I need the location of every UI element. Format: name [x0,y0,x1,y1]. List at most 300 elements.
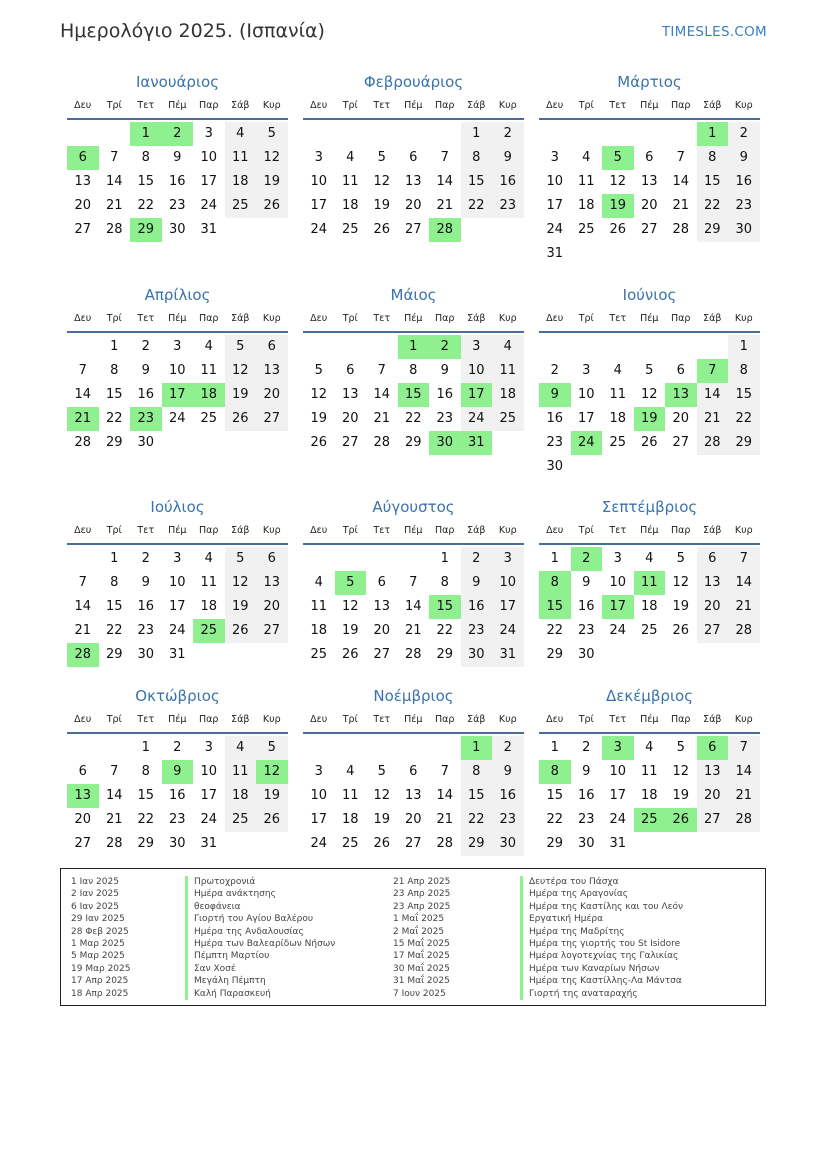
day-cell: 5 [645,363,654,378]
day-cell: 1 [728,335,760,359]
weekday-label: Πέμ [640,714,659,725]
day-cell: 2 [492,736,524,760]
weekday-label: Τρί [342,714,358,725]
day-cell: 23 [577,812,595,827]
day-cell: 21 [373,411,391,426]
empty-cell [366,335,398,359]
day-cell: 30 [137,647,155,662]
day-cell: 9 [492,760,524,784]
day-cell: 19 [672,788,690,803]
legend-holiday-name: Δευτέρα του Πάσχα [520,876,619,889]
day-cell: 1 [550,551,559,566]
header-divider [303,118,524,120]
month-block [303,686,524,856]
day-cell: 17 [310,812,328,827]
day-cell: 19 [225,383,257,407]
day-cell: 26 [225,407,257,431]
day-cell: 20 [373,623,391,638]
holiday-day-cell: 17 [461,383,493,407]
weekday-label: Σάβ [231,100,250,111]
month-name: Απρίλιος [144,286,211,304]
day-cell: 13 [341,387,359,402]
day-cell: 16 [436,387,454,402]
weekday-label: Τρί [578,313,594,324]
legend-date: 7 Ιουν 2025 [393,988,446,999]
day-cell: 23 [492,194,524,218]
day-cell: 11 [609,387,627,402]
weekday-label: Πέμ [168,313,187,324]
day-cell: 31 [168,647,186,662]
empty-cell [602,335,634,359]
day-cell: 6 [346,363,355,378]
day-cell: 3 [492,547,524,571]
day-cell: 23 [728,194,760,218]
day-cell: 18 [640,599,658,614]
day-cell: 20 [341,411,359,426]
empty-cell [398,736,430,760]
day-cell: 28 [436,836,454,851]
month-name: Φεβρουάριος [363,73,464,91]
weekday-label: Πέμ [404,100,423,111]
empty-cell [571,335,603,359]
day-cell: 15 [461,784,493,808]
day-cell: 1 [110,551,119,566]
holiday-day-cell: 9 [539,383,571,407]
legend-date: 18 Απρ 2025 [71,988,129,999]
empty-cell [429,736,461,760]
legend-date: 21 Απρ 2025 [393,877,451,887]
month-name: Ιούλιος [150,498,205,516]
day-cell: 9 [173,150,182,165]
weekday-header [539,311,760,327]
day-cell: 24 [200,812,218,827]
holiday-day-cell: 25 [634,808,666,832]
legend-holiday-name: Ημέρα της Καστίλης και του Λεόν [520,901,683,914]
day-cell: 24 [168,623,186,638]
day-cell: 26 [373,836,391,851]
weekday-header [303,311,524,327]
day-cell: 5 [256,122,288,146]
legend-holiday-name: Ημέρα λογοτεχνίας της Γαλικίας [520,950,678,963]
day-cell: 26 [310,435,328,450]
day-cell: 28 [74,435,92,450]
day-cell: 8 [110,575,119,590]
holiday-day-cell: 8 [539,760,571,784]
day-cell: 8 [461,146,493,170]
day-cell: 12 [672,575,690,590]
holiday-day-cell: 13 [67,784,99,808]
day-cell: 15 [137,788,155,803]
empty-cell [398,122,430,146]
day-cell: 20 [404,812,422,827]
weekday-label: Κυρ [734,714,753,725]
legend-holiday-name: Ημέρα των Καναρίων Νήσων [520,963,659,976]
day-cell: 16 [492,170,524,194]
weekday-label: Δευ [74,100,92,111]
empty-cell [335,122,367,146]
day-cell: 21 [105,812,123,827]
day-cell: 13 [256,571,288,595]
day-cell: 6 [409,764,418,779]
day-cell: 3 [173,551,182,566]
day-cell: 10 [310,174,328,189]
holiday-day-cell: 15 [398,383,430,407]
day-cell: 2 [173,740,182,755]
day-cell: 21 [728,784,760,808]
day-cell: 14 [672,174,690,189]
day-cell: 24 [461,407,493,431]
weekday-label: Κυρ [262,100,281,111]
month-block [539,686,760,856]
day-cell: 9 [582,575,591,590]
holiday-day-cell: 11 [634,571,666,595]
legend-date: 1 Μαΐ 2025 [393,914,445,925]
day-cell: 2 [582,740,591,755]
day-cell: 24 [546,222,564,237]
days-grid [539,122,760,266]
day-cell: 29 [404,435,422,450]
brand-link[interactable]: TIMESLES.COM [661,24,767,40]
day-cell: 31 [546,246,564,261]
weekday-label: Τετ [609,313,627,324]
weekday-label: Τρί [106,714,122,725]
day-cell: 21 [436,198,454,213]
holiday-day-cell: 2 [571,547,603,571]
day-cell: 23 [461,619,493,643]
day-cell: 16 [461,595,493,619]
month-name: Δεκέμβριος [605,687,693,705]
holiday-day-cell: 1 [130,122,162,146]
day-cell: 15 [728,383,760,407]
day-cell: 13 [373,599,391,614]
day-cell: 20 [697,784,729,808]
header-divider [67,118,288,120]
day-cell: 11 [310,599,328,614]
day-cell: 16 [492,784,524,808]
legend-holiday-name: Εργατική Ημέρα [520,913,603,926]
day-cell: 26 [341,647,359,662]
days-grid [303,547,524,667]
day-cell: 8 [440,575,449,590]
day-cell: 25 [577,222,595,237]
day-cell: 29 [546,836,564,851]
weekday-label: Δευ [310,714,328,725]
day-cell: 30 [728,218,760,242]
day-cell: 21 [697,407,729,431]
day-cell: 21 [404,623,422,638]
empty-cell [634,122,666,146]
day-cell: 5 [314,363,323,378]
day-cell: 25 [492,407,524,431]
day-cell: 14 [74,599,92,614]
month-block [303,497,524,667]
legend-date: 17 Μαΐ 2025 [393,951,450,962]
day-cell: 26 [225,619,257,643]
holiday-day-cell: 15 [429,595,461,619]
day-cell: 19 [373,812,391,827]
day-cell: 20 [404,198,422,213]
day-cell: 30 [137,435,155,450]
day-cell: 26 [256,808,288,832]
day-cell: 16 [168,174,186,189]
day-cell: 20 [672,411,690,426]
holiday-day-cell: 31 [461,431,493,455]
weekday-label: Παρ [435,100,455,111]
day-cell: 12 [225,359,257,383]
day-cell: 6 [676,363,685,378]
empty-cell [335,547,367,571]
weekday-label: Παρ [435,313,455,324]
empty-cell [634,335,666,359]
day-cell: 12 [373,788,391,803]
day-cell: 9 [141,363,150,378]
legend-date: 5 Μαρ 2025 [71,951,125,962]
day-cell: 1 [110,339,119,354]
day-cell: 12 [672,764,690,779]
weekday-label: Πέμ [168,525,187,536]
day-cell: 4 [645,740,654,755]
day-cell: 4 [225,736,257,760]
holiday-day-cell: 15 [539,595,571,619]
day-cell: 27 [256,407,288,431]
weekday-label: Πέμ [640,100,659,111]
day-cell: 3 [314,764,323,779]
day-cell: 7 [440,764,449,779]
day-cell: 30 [577,836,595,851]
day-cell: 14 [404,599,422,614]
day-cell: 2 [492,122,524,146]
day-cell: 24 [609,623,627,638]
month-name: Ιούνιος [622,286,677,304]
day-cell: 9 [440,363,449,378]
weekday-label: Παρ [671,714,691,725]
day-cell: 13 [74,174,92,189]
day-cell: 4 [613,363,622,378]
day-cell: 18 [577,198,595,213]
day-cell: 12 [341,599,359,614]
days-grid [303,736,524,856]
weekday-label: Τετ [137,714,155,725]
day-cell: 6 [256,547,288,571]
legend-holiday-name: Ημέρα της Αραγονίας [520,888,628,901]
day-cell: 6 [409,150,418,165]
day-cell: 24 [310,222,328,237]
weekday-label: Σάβ [467,525,486,536]
day-cell: 9 [461,571,493,595]
day-cell: 30 [168,222,186,237]
holiday-day-cell: 13 [665,383,697,407]
day-cell: 12 [225,571,257,595]
day-cell: 25 [609,435,627,450]
day-cell: 22 [546,812,564,827]
day-cell: 18 [225,170,257,194]
day-cell: 27 [404,222,422,237]
day-cell: 26 [256,194,288,218]
weekday-label: Τετ [373,714,391,725]
weekday-label: Κυρ [498,714,517,725]
day-cell: 24 [492,619,524,643]
day-cell: 18 [492,383,524,407]
day-cell: 22 [728,407,760,431]
weekday-label: Τετ [373,313,391,324]
day-cell: 28 [728,808,760,832]
day-cell: 8 [461,760,493,784]
weekday-label: Πέμ [168,100,187,111]
day-cell: 9 [582,764,591,779]
weekday-label: Σάβ [467,100,486,111]
day-cell: 5 [225,547,257,571]
weekday-header [303,98,524,114]
day-cell: 25 [341,836,359,851]
day-cell: 2 [728,122,760,146]
day-cell: 28 [105,836,123,851]
empty-cell [697,335,729,359]
holiday-day-cell: 7 [697,359,729,383]
day-cell: 16 [137,599,155,614]
weekday-label: Παρ [199,714,219,725]
day-cell: 11 [640,764,658,779]
day-cell: 9 [492,146,524,170]
weekday-label: Τρί [578,525,594,536]
holiday-day-cell: 17 [162,383,194,407]
day-cell: 16 [546,411,564,426]
day-cell: 22 [105,623,123,638]
weekday-label: Σάβ [703,714,722,725]
legend-date: 23 Απρ 2025 [393,889,451,900]
header-divider [303,543,524,545]
day-cell: 3 [173,339,182,354]
day-cell: 29 [105,435,123,450]
holiday-day-cell: 8 [539,571,571,595]
weekday-label: Πέμ [404,313,423,324]
empty-cell [99,736,131,760]
month-block [67,497,288,667]
day-cell: 14 [74,387,92,402]
day-cell: 23 [546,435,564,450]
day-cell: 15 [461,170,493,194]
day-cell: 10 [609,764,627,779]
day-cell: 14 [728,571,760,595]
header-divider [67,732,288,734]
day-cell: 10 [609,575,627,590]
day-cell: 16 [577,788,595,803]
holiday-day-cell: 26 [665,808,697,832]
day-cell: 18 [225,784,257,808]
day-cell: 20 [640,198,658,213]
holiday-day-cell: 12 [256,760,288,784]
weekday-label: Δευ [74,714,92,725]
day-cell: 7 [440,150,449,165]
legend-holiday-name: Μεγάλη Πέμπτη [185,975,266,988]
legend-date: 2 Ιαν 2025 [71,889,119,900]
day-cell: 30 [492,832,524,856]
day-cell: 18 [609,411,627,426]
day-cell: 7 [728,547,760,571]
day-cell: 14 [436,788,454,803]
day-cell: 4 [645,551,654,566]
day-cell: 22 [137,812,155,827]
weekday-header [539,523,760,539]
day-cell: 13 [697,571,729,595]
day-cell: 14 [105,788,123,803]
legend-date: 30 Μαΐ 2025 [393,963,450,974]
day-cell: 5 [676,740,685,755]
weekday-label: Παρ [199,313,219,324]
weekday-label: Δευ [310,100,328,111]
weekday-label: Σάβ [231,313,250,324]
day-cell: 23 [577,623,595,638]
day-cell: 27 [74,222,92,237]
day-cell: 3 [550,150,559,165]
day-cell: 13 [404,174,422,189]
empty-cell [67,547,99,571]
day-cell: 23 [168,812,186,827]
day-cell: 22 [137,198,155,213]
empty-cell [665,122,697,146]
day-cell: 27 [373,647,391,662]
days-grid [67,736,288,856]
day-cell: 17 [200,174,218,189]
holiday-day-cell: 17 [602,595,634,619]
day-cell: 28 [672,222,690,237]
day-cell: 22 [404,411,422,426]
days-grid [67,122,288,242]
legend-holiday-name: θεοφάνεια [185,901,241,914]
day-cell: 22 [461,194,493,218]
day-cell: 8 [141,150,150,165]
day-cell: 3 [204,740,213,755]
holiday-day-cell: 5 [335,571,367,595]
day-cell: 29 [697,218,729,242]
day-cell: 25 [225,808,257,832]
day-cell: 18 [640,788,658,803]
day-cell: 7 [110,150,119,165]
day-cell: 10 [492,571,524,595]
day-cell: 18 [310,623,328,638]
day-cell: 20 [74,812,92,827]
day-cell: 14 [697,383,729,407]
days-grid [303,335,524,455]
day-cell: 14 [373,387,391,402]
day-cell: 26 [640,435,658,450]
day-cell: 3 [204,126,213,141]
day-cell: 10 [546,174,564,189]
legend-holiday-name: Ημέρα της γιορτής του St Isidore [520,938,680,951]
day-cell: 4 [346,764,355,779]
day-cell: 17 [492,595,524,619]
day-cell: 24 [609,812,627,827]
weekday-label: Πέμ [404,714,423,725]
empty-cell [303,122,335,146]
weekday-label: Τετ [373,100,391,111]
day-cell: 13 [404,788,422,803]
month-block [539,285,760,479]
weekday-label: Παρ [435,525,455,536]
day-cell: 8 [141,764,150,779]
day-cell: 26 [373,222,391,237]
empty-cell [67,736,99,760]
empty-cell [335,736,367,760]
empty-cell [665,335,697,359]
day-cell: 12 [609,174,627,189]
empty-cell [602,122,634,146]
month-name: Μάιος [390,286,437,304]
day-cell: 6 [697,547,729,571]
day-cell: 2 [141,551,150,566]
empty-cell [571,122,603,146]
day-cell: 19 [225,595,257,619]
weekday-label: Κυρ [734,525,753,536]
